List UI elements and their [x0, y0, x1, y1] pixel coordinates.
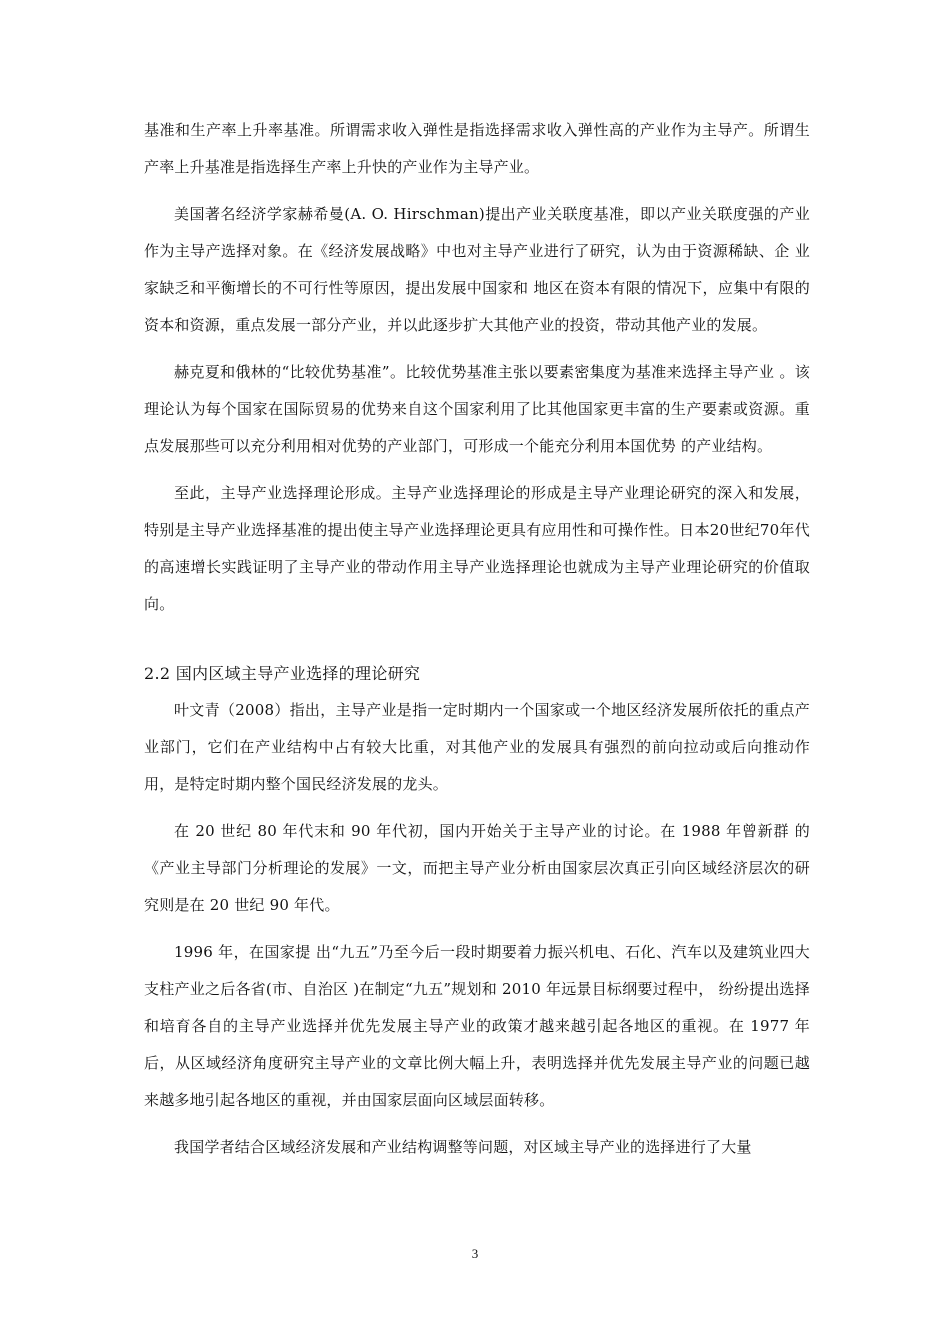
page-body [144, 112, 810, 1176]
paragraph: 在 20 世纪 80 年代末和 90 年代初，国内开始关于主导产业的讨论。在 1988 年曾新群 的《产业主导部门分析理论的发展》一文，而把主导产业分析由国家层次真正引向区域经济层次的研究则是在 20 世纪 90 年代。 [144, 822, 810, 914]
paragraph: 美国著名经济学家赫希曼(A. O. Hirschman)提出产业关联度基准，即以产业关联度强的产业作为主导产选择对象。在《经济发展战略》中也对主导产业进行了研究，认为由于资源稀缺、企 业家缺乏和平衡增长的不可行性等原因，提出发展中国家和 地区在资本有限的情况下，应集中有限的资本和资源，重点发展一部分产业，并以此逐步扩大其他产业的投资，带动其他产业的发展。 [144, 205, 810, 334]
paragraph: 基准和生产率上升率基准。所谓需求收入弹性是指选择需求收入弹性高的产业作为主导产。所谓生产率上升基准是指选择生产率上升快的产业作为主导产业。 [144, 121, 810, 176]
paragraph-group-top [144, 112, 810, 623]
paragraph-group-bottom [144, 692, 810, 1166]
paragraph: 我国学者结合区域经济发展和产业结构调整等问题，对区域主导产业的选择进行了大量 [174, 1138, 752, 1156]
paragraph: 叶文青（2008）指出，主导产业是指一定时期内一个国家或一个地区经济发展所依托的重点产业部门，它们在产业结构中占有较大比重，对其他产业的发展具有强烈的前向拉动或后向推动作用，是特定时期内整个国民经济发展的龙头。 [144, 701, 810, 793]
paragraph: 至此，主导产业选择理论形成。主导产业选择理论的形成是主导产业理论研究的深入和发展，特别是主导产业选择基准的提出使主导产业选择理论更具有应用性和可操作性。日本20世纪70年代的高速增长实践证明了主导产业的带动作用主导产业选择理论也就成为主导产业理论研究的价值取向。 [144, 484, 810, 613]
paragraph: 赫克夏和俄林的“比较优势基准”。比较优势基准主张以要素密集度为基准来选择主导产业 。该理论认为每个国家在国际贸易的优势来自这个国家利用了比其他国家更丰富的生产要素或资源。重点发展那些可以充分利用相对优势的产业部门，可形成一个能充分利用本国优势 的产业结构。 [144, 363, 810, 455]
page-number: 3 [471, 1246, 479, 1261]
paragraph: 1996 年，在国家提 出“九五”乃至今后一段时期要着力振兴机电、石化、汽车以及建筑业四大支柱产业之后各省(市、自治区 )在制定“九五”规划和 2010 年远景目标纲要过程中， 纷纷提出选择和培育各自的主导产业选择并优先发展主导产业的政策才越来越引起各地区的重视。在 1977 年后，从区域经济角度研究主导产业的文章比例大幅上升，表明选择并优先发展主导产业的问题已越来越多地引起各地区的重视，并由国家层面向区域层面转移。 [144, 943, 810, 1109]
section-heading: 2.2 国内区域主导产业选择的理论研究 [144, 664, 421, 683]
